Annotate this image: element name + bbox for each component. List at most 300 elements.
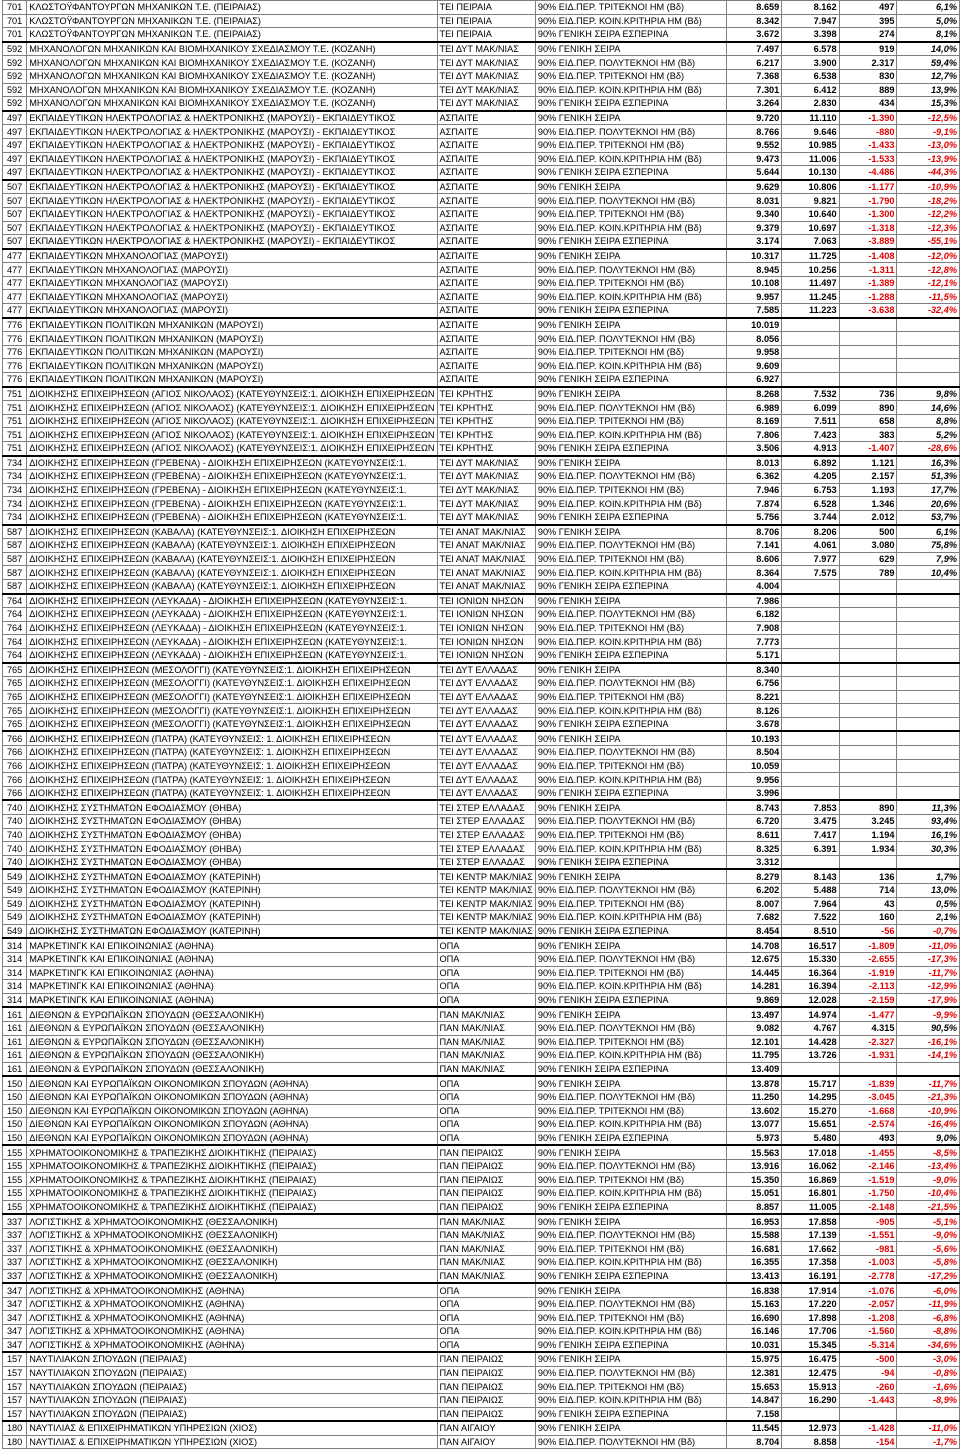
score-2015-cell: 3.996 [726, 786, 782, 800]
institution-cell: ΤΕΙ ΚΡΗΤΗΣ [437, 387, 535, 401]
difference-cell: -56 [839, 924, 897, 938]
score-2015-cell: 8.342 [726, 14, 782, 28]
percent-change-cell: 16,3% [897, 456, 960, 470]
percent-change-cell: 20,6% [897, 497, 960, 511]
table-row [3, 304, 960, 318]
score-2015-cell: 13.413 [726, 1269, 782, 1283]
dept-code-cell: 507 [3, 207, 27, 221]
score-2014-cell: 4.767 [782, 1021, 839, 1035]
score-2014-cell [782, 677, 839, 691]
category-cell: 90% ΕΙΔ.ΠΕΡ. ΠΟΛΥΤΕΚΝΟΙ ΗΜ (Βδ) [535, 125, 726, 139]
percent-change-cell: -13,4% [897, 1159, 960, 1173]
dept-code-cell: 477 [3, 263, 27, 277]
score-2014-cell: 17.358 [782, 1256, 839, 1270]
difference-cell [839, 579, 897, 593]
dept-name-cell: ΕΚΠΑΙΔΕΥΤΙΚΩΝ ΠΟΛΙΤΙΚΩΝ ΜΗΧΑΝΙΚΩΝ (ΜΑΡΟΥΣΙ) [27, 359, 437, 373]
percent-change-cell [897, 717, 960, 731]
percent-change-cell: -12,1% [897, 276, 960, 290]
difference-cell [839, 677, 897, 691]
institution-cell: ΠΑΝ ΠΕΙΡΑΙΩΣ [437, 1393, 535, 1407]
dept-name-cell: ΛΟΓΙΣΤΙΚΗΣ & ΧΡΗΜΑΤΟΟΙΚΟΝΟΜΙΚΗΣ (ΑΘΗΝΑ) [27, 1297, 437, 1311]
difference-cell: -1.750 [839, 1187, 897, 1201]
difference-cell: 2.317 [839, 56, 897, 70]
category-cell: 90% ΕΙΔ.ΠΕΡ. ΤΡΙΤΕΚΝΟΙ ΗΜ (Βδ) [535, 1380, 726, 1394]
institution-cell: ΤΕΙ ΚΡΗΤΗΣ [437, 428, 535, 442]
category-cell: 90% ΕΙΔ.ΠΕΡ. ΠΟΛΥΤΕΚΝΟΙ ΗΜ (Βδ) [535, 1090, 726, 1104]
difference-cell [839, 759, 897, 773]
dept-code-cell: 766 [3, 731, 27, 745]
table-row [3, 746, 960, 760]
category-cell: 90% ΓΕΝΙΚΗ ΣΕΙΡΑ [535, 594, 726, 608]
table-row [3, 442, 960, 456]
dept-name-cell: ΔΙΟΙΚΗΣΗΣ ΣΥΣΤΗΜΑΤΩΝ ΕΦΟΔΙΑΣΜΟΥ (ΘΗΒΑ) [27, 842, 437, 856]
table-row [3, 1283, 960, 1297]
difference-cell: 658 [839, 414, 897, 428]
dept-code-cell: 549 [3, 884, 27, 898]
percent-change-cell: -11,0% [897, 1421, 960, 1435]
table-row [3, 318, 960, 332]
difference-cell: 919 [839, 42, 897, 56]
dept-code-cell: 497 [3, 111, 27, 125]
institution-cell: ΑΣΠΑΙΤΕ [437, 304, 535, 318]
table-row [3, 621, 960, 635]
difference-cell: -1.177 [839, 180, 897, 194]
results-table [2, 0, 960, 1449]
category-cell: 90% ΕΙΔ.ΠΕΡ. ΠΟΛΥΤΕΚΝΟΙ ΗΜ (Βδ) [535, 1021, 726, 1035]
percent-change-cell: -44,3% [897, 166, 960, 180]
table-row [3, 1435, 960, 1449]
score-2014-cell: 10.130 [782, 166, 839, 180]
percent-change-cell: 13,9% [897, 83, 960, 97]
dept-code-cell: 347 [3, 1338, 27, 1352]
category-cell: 90% ΓΕΝΙΚΗ ΣΕΙΡΑ ΕΣΠΕΡΙΝΑ [535, 855, 726, 869]
dept-name-cell: ΔΙΕΘΝΩΝ ΚΑΙ ΕΥΡΩΠΑΪΚΩΝ ΟΙΚΟΝΟΜΙΚΩΝ ΣΠΟΥΔΩΝ (ΑΘΗΝΑ) [27, 1090, 437, 1104]
dept-code-cell: 337 [3, 1269, 27, 1283]
dept-name-cell: ΝΑΥΤΙΛΙΑΚΩΝ ΣΠΟΥΔΩΝ (ΠΕΙΡΑΙΑΣ) [27, 1352, 437, 1366]
institution-cell: ΟΠΑ [437, 1104, 535, 1118]
dept-name-cell: ΔΙΟΙΚΗΣΗΣ ΕΠΙΧΕΙΡΗΣΕΩΝ (ΓΡΕΒΕΝΑ) - ΔΙΟΙΚΗΣΗ ΕΠΙΧΕΙΡΗΣΕΩΝ (ΚΑΤΕΥΘΥΝΣΕΙΣ:1. [27, 497, 437, 511]
dept-code-cell: 734 [3, 510, 27, 524]
percent-change-cell: -34,6% [897, 1338, 960, 1352]
category-cell: 90% ΓΕΝΙΚΗ ΣΕΙΡΑ [535, 869, 726, 883]
institution-cell: ΤΕΙ ΣΤΕΡ ΕΛΛΑΔΑΣ [437, 842, 535, 856]
score-2014-cell: 16.364 [782, 966, 839, 980]
dept-name-cell: ΔΙΕΘΝΩΝ ΚΑΙ ΕΥΡΩΠΑΪΚΩΝ ΟΙΚΟΝΟΜΙΚΩΝ ΣΠΟΥΔΩΝ (ΑΘΗΝΑ) [27, 1118, 437, 1132]
score-2014-cell: 11.245 [782, 290, 839, 304]
score-2015-cell: 12.101 [726, 1035, 782, 1049]
percent-change-cell: -1,7% [897, 1435, 960, 1449]
difference-cell: -981 [839, 1242, 897, 1256]
dept-name-cell: ΜΗΧΑΝΟΛΟΓΩΝ ΜΗΧΑΝΙΚΩΝ ΚΑΙ ΒΙΟΜΗΧΑΝΙΚΟΥ ΣΧΕΔΙΑΣΜΟΥ Τ.Ε. (ΚΟΖΑΝΗ) [27, 42, 437, 56]
percent-change-cell: -17,3% [897, 952, 960, 966]
dept-name-cell: ΔΙΟΙΚΗΣΗΣ ΕΠΙΧΕΙΡΗΣΕΩΝ (ΚΑΒΑΛΑ) (ΚΑΤΕΥΘΥΝΣΕΙΣ:1. ΔΙΟΙΚΗΣΗ ΕΠΙΧΕΙΡΗΣΕΩΝ [27, 525, 437, 539]
difference-cell: -1.003 [839, 1256, 897, 1270]
dept-name-cell: ΕΚΠΑΙΔΕΥΤΙΚΩΝ ΗΛΕΚΤΡΟΛΟΓΙΑΣ & ΗΛΕΚΤΡΟΝΙΚΗΣ (ΜΑΡΟΥΣΙ) - ΕΚΠΑΙΔΕΥΤΙΚΟΣ [27, 111, 437, 125]
difference-cell: -1.533 [839, 152, 897, 166]
table-row [3, 786, 960, 800]
institution-cell: ΑΣΠΑΙΤΕ [437, 166, 535, 180]
institution-cell: ΟΠΑ [437, 938, 535, 952]
score-2014-cell [782, 759, 839, 773]
score-2014-cell: 11.110 [782, 111, 839, 125]
percent-change-cell: 11,3% [897, 800, 960, 814]
score-2014-cell: 15.345 [782, 1338, 839, 1352]
difference-cell: 4.315 [839, 1021, 897, 1035]
percent-change-cell: -1,6% [897, 1380, 960, 1394]
difference-cell: -1.790 [839, 194, 897, 208]
difference-cell: -5.314 [839, 1338, 897, 1352]
category-cell: 90% ΕΙΔ.ΠΕΡ. ΤΡΙΤΕΚΝΟΙ ΗΜ (Βδ) [535, 828, 726, 842]
score-2015-cell: 7.368 [726, 69, 782, 83]
table-row [3, 69, 960, 83]
percent-change-cell: -11,5% [897, 290, 960, 304]
institution-cell: ΤΕΙ ΠΕΙΡΑΙΑ [437, 28, 535, 42]
score-2014-cell: 8.143 [782, 869, 839, 883]
score-2015-cell: 5.644 [726, 166, 782, 180]
category-cell: 90% ΕΙΔ.ΠΕΡ. ΚΟΙΝ.ΚΡΙΤΗΡΙΑ ΗΜ (Βδ) [535, 842, 726, 856]
institution-cell: ΤΕΙ ΙΟΝΙΩΝ ΝΗΣΩΝ [437, 594, 535, 608]
percent-change-cell [897, 373, 960, 387]
score-2015-cell: 11.250 [726, 1090, 782, 1104]
category-cell: 90% ΕΙΔ.ΠΕΡ. ΚΟΙΝ.ΚΡΙΤΗΡΙΑ ΗΜ (Βδ) [535, 773, 726, 787]
dept-name-cell: ΜΗΧΑΝΟΛΟΓΩΝ ΜΗΧΑΝΙΚΩΝ ΚΑΙ ΒΙΟΜΗΧΑΝΙΚΟΥ ΣΧΕΔΙΑΣΜΟΥ Τ.Ε. (ΚΟΖΑΝΗ) [27, 69, 437, 83]
dept-name-cell: ΔΙΟΙΚΗΣΗΣ ΕΠΙΧΕΙΡΗΣΕΩΝ (ΚΑΒΑΛΑ) (ΚΑΤΕΥΘΥΝΣΕΙΣ:1. ΔΙΟΙΚΗΣΗ ΕΠΙΧΕΙΡΗΣΕΩΝ [27, 566, 437, 580]
dept-name-cell: ΝΑΥΤΙΛΙΑΚΩΝ ΣΠΟΥΔΩΝ (ΠΕΙΡΑΙΑΣ) [27, 1393, 437, 1407]
score-2015-cell: 6.182 [726, 608, 782, 622]
dept-code-cell: 549 [3, 924, 27, 938]
percent-change-cell [897, 359, 960, 373]
table-row [3, 539, 960, 553]
institution-cell: ΟΠΑ [437, 993, 535, 1007]
category-cell: 90% ΕΙΔ.ΠΕΡ. ΤΡΙΤΕΚΝΟΙ ΗΜ (Βδ) [535, 276, 726, 290]
dept-name-cell: ΔΙΟΙΚΗΣΗΣ ΕΠΙΧΕΙΡΗΣΕΩΝ (ΓΡΕΒΕΝΑ) - ΔΙΟΙΚΗΣΗ ΕΠΙΧΕΙΡΗΣΕΩΝ (ΚΑΤΕΥΘΥΝΣΕΙΣ:1. [27, 470, 437, 484]
table-row [3, 332, 960, 346]
percent-change-cell: 90,5% [897, 1021, 960, 1035]
table-row [3, 1200, 960, 1214]
category-cell: 90% ΓΕΝΙΚΗ ΣΕΙΡΑ [535, 318, 726, 332]
percent-change-cell [897, 1407, 960, 1421]
percent-change-cell [897, 579, 960, 593]
dept-name-cell: ΛΟΓΙΣΤΙΚΗΣ & ΧΡΗΜΑΤΟΟΙΚΟΝΟΜΙΚΗΣ (ΘΕΣΣΑΛΟΝΙΚΗ) [27, 1269, 437, 1283]
institution-cell: ΤΕΙ ΑΝΑΤ ΜΑΚ/ΝΙΑΣ [437, 579, 535, 593]
institution-cell: ΤΕΙ ΑΝΑΤ ΜΑΚ/ΝΙΑΣ [437, 525, 535, 539]
difference-cell: -2.778 [839, 1269, 897, 1283]
dept-name-cell: ΔΙΟΙΚΗΣΗΣ ΣΥΣΤΗΜΑΤΩΝ ΕΦΟΔΙΑΣΜΟΥ (ΘΗΒΑ) [27, 815, 437, 829]
difference-cell: 160 [839, 911, 897, 925]
institution-cell: ΤΕΙ ΚΕΝΤΡ ΜΑΚ/ΝΙΑΣ [437, 911, 535, 925]
dept-name-cell: ΕΚΠΑΙΔΕΥΤΙΚΩΝ ΜΗΧΑΝΟΛΟΓΙΑΣ (ΜΑΡΟΥΣΙ) [27, 263, 437, 277]
category-cell: 90% ΓΕΝΙΚΗ ΣΕΙΡΑ ΕΣΠΕΡΙΝΑ [535, 97, 726, 111]
institution-cell: ΠΑΝ ΑΙΓΑΙΟΥ [437, 1435, 535, 1449]
difference-cell: 890 [839, 401, 897, 415]
dept-code-cell: 507 [3, 194, 27, 208]
dept-name-cell: ΔΙΟΙΚΗΣΗΣ ΕΠΙΧΕΙΡΗΣΕΩΝ (ΜΕΣΟΛΟΓΓΙ) (ΚΑΤΕΥΘΥΝΣΕΙΣ:1. ΔΙΟΙΚΗΣΗ ΕΠΙΧΕΙΡΗΣΕΩΝ [27, 690, 437, 704]
score-2014-cell: 7.511 [782, 414, 839, 428]
institution-cell: ΤΕΙ ΠΕΙΡΑΙΑ [437, 14, 535, 28]
percent-change-cell: -10,9% [897, 180, 960, 194]
dept-name-cell: ΕΚΠΑΙΔΕΥΤΙΚΩΝ ΗΛΕΚΤΡΟΛΟΓΙΑΣ & ΗΛΕΚΤΡΟΝΙΚΗΣ (ΜΑΡΟΥΣΙ) - ΕΚΠΑΙΔΕΥΤΙΚΟΣ [27, 125, 437, 139]
percent-change-cell: -21,5% [897, 1200, 960, 1214]
table-row [3, 884, 960, 898]
score-2015-cell: 14.281 [726, 980, 782, 994]
dept-code-cell: 150 [3, 1076, 27, 1090]
category-cell: 90% ΓΕΝΙΚΗ ΣΕΙΡΑ [535, 1214, 726, 1228]
dept-code-cell: 765 [3, 690, 27, 704]
dept-code-cell: 765 [3, 663, 27, 677]
difference-cell: -1.809 [839, 938, 897, 952]
table-row [3, 1421, 960, 1435]
score-2015-cell: 10.059 [726, 759, 782, 773]
percent-change-cell: 8,8% [897, 414, 960, 428]
category-cell: 90% ΕΙΔ.ΠΕΡ. ΤΡΙΤΕΚΝΟΙ ΗΜ (Βδ) [535, 1311, 726, 1325]
institution-cell: ΠΑΝ ΠΕΙΡΑΙΩΣ [437, 1187, 535, 1201]
score-2015-cell: 3.678 [726, 717, 782, 731]
score-2014-cell: 6.528 [782, 497, 839, 511]
institution-cell: ΑΣΠΑΙΤΕ [437, 263, 535, 277]
score-2015-cell: 8.221 [726, 690, 782, 704]
dept-code-cell: 477 [3, 304, 27, 318]
dept-code-cell: 587 [3, 552, 27, 566]
score-2015-cell: 13.409 [726, 1062, 782, 1076]
difference-cell [839, 318, 897, 332]
dept-name-cell: ΕΚΠΑΙΔΕΥΤΙΚΩΝ ΗΛΕΚΤΡΟΛΟΓΙΑΣ & ΗΛΕΚΤΡΟΝΙΚΗΣ (ΜΑΡΟΥΣΙ) - ΕΚΠΑΙΔΕΥΤΙΚΟΣ [27, 194, 437, 208]
category-cell: 90% ΓΕΝΙΚΗ ΣΕΙΡΑ [535, 42, 726, 56]
score-2015-cell: 16.838 [726, 1283, 782, 1297]
dept-name-cell: ΔΙΟΙΚΗΣΗΣ ΕΠΙΧΕΙΡΗΣΕΩΝ (ΜΕΣΟΛΟΓΓΙ) (ΚΑΤΕΥΘΥΝΣΕΙΣ:1. ΔΙΟΙΚΗΣΗ ΕΠΙΧΕΙΡΗΣΕΩΝ [27, 704, 437, 718]
dept-name-cell: ΝΑΥΤΙΛΙΑΣ & ΕΠΙΧΕΙΡΗΜΑΤΙΚΩΝ ΥΠΗΡΕΣΙΩΝ (ΧΙΟΣ) [27, 1421, 437, 1435]
difference-cell [839, 663, 897, 677]
score-2015-cell: 4.004 [726, 579, 782, 593]
category-cell: 90% ΕΙΔ.ΠΕΡ. ΤΡΙΤΕΚΝΟΙ ΗΜ (Βδ) [535, 897, 726, 911]
category-cell: 90% ΓΕΝΙΚΗ ΣΕΙΡΑ [535, 456, 726, 470]
dept-name-cell: ΔΙΟΙΚΗΣΗΣ ΕΠΙΧΕΙΡΗΣΕΩΝ (ΑΓΙΟΣ ΝΙΚΟΛΑΟΣ) (ΚΑΤΕΥΘΥΝΣΕΙΣ:1. ΔΙΟΙΚΗΣΗ ΕΠΙΧΕΙΡΗΣΕΩΝ [27, 428, 437, 442]
dept-code-cell: 765 [3, 677, 27, 691]
difference-cell [839, 373, 897, 387]
dept-name-cell: ΕΚΠΑΙΔΕΥΤΙΚΩΝ ΜΗΧΑΝΟΛΟΓΙΑΣ (ΜΑΡΟΥΣΙ) [27, 290, 437, 304]
percent-change-cell: -9,0% [897, 1173, 960, 1187]
dept-code-cell: 766 [3, 746, 27, 760]
score-2015-cell: 9.958 [726, 345, 782, 359]
dept-name-cell: ΝΑΥΤΙΛΙΑΣ & ΕΠΙΧΕΙΡΗΜΑΤΙΚΩΝ ΥΠΗΡΕΣΙΩΝ (ΧΙΟΣ) [27, 1435, 437, 1449]
score-2014-cell: 17.139 [782, 1228, 839, 1242]
table-row [3, 1297, 960, 1311]
score-2014-cell [782, 717, 839, 731]
dept-name-cell: ΜΑΡΚΕΤΙΝΓΚ ΚΑΙ ΕΠΙΚΟΙΝΩΝΙΑΣ (ΑΘΗΝΑ) [27, 966, 437, 980]
score-2015-cell: 9.379 [726, 221, 782, 235]
institution-cell: ΑΣΠΑΙΤΕ [437, 207, 535, 221]
score-2014-cell: 16.062 [782, 1159, 839, 1173]
institution-cell: ΤΕΙ ΔΥΤ ΜΑΚ/ΝΙΑΣ [437, 42, 535, 56]
category-cell: 90% ΓΕΝΙΚΗ ΣΕΙΡΑ [535, 1352, 726, 1366]
category-cell: 90% ΓΕΝΙΚΗ ΣΕΙΡΑ ΕΣΠΕΡΙΝΑ [535, 1131, 726, 1145]
category-cell: 90% ΕΙΔ.ΠΕΡ. ΚΟΙΝ.ΚΡΙΤΗΡΙΑ ΗΜ (Βδ) [535, 83, 726, 97]
dept-name-cell: ΚΛΩΣΤΟΫΦΑΝΤΟΥΡΓΩΝ ΜΗΧΑΝΙΚΩΝ Τ.Ε. (ΠΕΙΡΑΙΑΣ) [27, 1, 437, 15]
score-2014-cell: 17.914 [782, 1283, 839, 1297]
score-2014-cell [782, 746, 839, 760]
percent-change-cell: 9,8% [897, 387, 960, 401]
score-2014-cell: 5.480 [782, 1131, 839, 1145]
table-row [3, 815, 960, 829]
dept-code-cell: 765 [3, 717, 27, 731]
percent-change-cell: -12,8% [897, 263, 960, 277]
score-2014-cell: 15.651 [782, 1118, 839, 1132]
table-row [3, 359, 960, 373]
score-2014-cell: 7.947 [782, 14, 839, 28]
category-cell: 90% ΕΙΔ.ΠΕΡ. ΚΟΙΝ.ΚΡΙΤΗΡΙΑ ΗΜ (Βδ) [535, 359, 726, 373]
category-cell: 90% ΕΙΔ.ΠΕΡ. ΠΟΛΥΤΕΚΝΟΙ ΗΜ (Βδ) [535, 677, 726, 691]
institution-cell: ΑΣΠΑΙΤΕ [437, 345, 535, 359]
percent-change-cell: -5,6% [897, 1242, 960, 1256]
difference-cell: 274 [839, 28, 897, 42]
category-cell: 90% ΕΙΔ.ΠΕΡ. ΚΟΙΝ.ΚΡΙΤΗΡΙΑ ΗΜ (Βδ) [535, 1325, 726, 1339]
dept-name-cell: ΕΚΠΑΙΔΕΥΤΙΚΩΝ ΗΛΕΚΤΡΟΛΟΓΙΑΣ & ΗΛΕΚΤΡΟΝΙΚΗΣ (ΜΑΡΟΥΣΙ) - ΕΚΠΑΙΔΕΥΤΙΚΟΣ [27, 221, 437, 235]
category-cell: 90% ΕΙΔ.ΠΕΡ. ΤΡΙΤΕΚΝΟΙ ΗΜ (Βδ) [535, 690, 726, 704]
dept-code-cell: 337 [3, 1242, 27, 1256]
dept-code-cell: 155 [3, 1145, 27, 1159]
table-row [3, 663, 960, 677]
table-row [3, 180, 960, 194]
dept-code-cell: 701 [3, 28, 27, 42]
institution-cell: ΤΕΙ ΣΤΕΡ ΕΛΛΑΔΑΣ [437, 828, 535, 842]
dept-code-cell: 701 [3, 14, 27, 28]
score-2014-cell: 3.475 [782, 815, 839, 829]
score-2015-cell: 9.340 [726, 207, 782, 221]
difference-cell: -260 [839, 1380, 897, 1394]
score-2014-cell: 11.725 [782, 249, 839, 263]
category-cell: 90% ΓΕΝΙΚΗ ΣΕΙΡΑ [535, 180, 726, 194]
dept-name-cell: ΔΙΟΙΚΗΣΗΣ ΣΥΣΤΗΜΑΤΩΝ ΕΦΟΔΙΑΣΜΟΥ (ΚΑΤΕΡΙΝΗ) [27, 911, 437, 925]
category-cell: 90% ΕΙΔ.ΠΕΡ. ΤΡΙΤΕΚΝΟΙ ΗΜ (Βδ) [535, 966, 726, 980]
table-row [3, 497, 960, 511]
difference-cell: -1.560 [839, 1325, 897, 1339]
institution-cell: ΤΕΙ ΔΥΤ ΕΛΛΑΔΑΣ [437, 786, 535, 800]
dept-name-cell: ΜΑΡΚΕΤΙΝΓΚ ΚΑΙ ΕΠΙΚΟΙΝΩΝΙΑΣ (ΑΘΗΝΑ) [27, 938, 437, 952]
score-2014-cell: 12.028 [782, 993, 839, 1007]
score-2015-cell: 9.957 [726, 290, 782, 304]
table-row [3, 401, 960, 415]
dept-code-cell: 592 [3, 97, 27, 111]
percent-change-cell: 53,7% [897, 510, 960, 524]
dept-name-cell: ΝΑΥΤΙΛΙΑΚΩΝ ΣΠΟΥΔΩΝ (ΠΕΙΡΑΙΑΣ) [27, 1380, 437, 1394]
score-2014-cell: 14.295 [782, 1090, 839, 1104]
table-row [3, 773, 960, 787]
score-2014-cell: 10.697 [782, 221, 839, 235]
institution-cell: ΑΣΠΑΙΤΕ [437, 359, 535, 373]
institution-cell: ΤΕΙ ΔΥΤ ΕΛΛΑΔΑΣ [437, 677, 535, 691]
score-2014-cell [782, 318, 839, 332]
score-2014-cell [782, 621, 839, 635]
category-cell: 90% ΕΙΔ.ΠΕΡ. ΚΟΙΝ.ΚΡΙΤΗΡΙΑ ΗΜ (Βδ) [535, 704, 726, 718]
table-row [3, 1256, 960, 1270]
score-2015-cell: 7.682 [726, 911, 782, 925]
score-2015-cell: 5.756 [726, 510, 782, 524]
dept-name-cell: ΕΚΠΑΙΔΕΥΤΙΚΩΝ ΠΟΛΙΤΙΚΩΝ ΜΗΧΑΝΙΚΩΝ (ΜΑΡΟΥΣΙ) [27, 332, 437, 346]
percent-change-cell [897, 621, 960, 635]
difference-cell: -1.208 [839, 1311, 897, 1325]
difference-cell: -1.076 [839, 1283, 897, 1297]
table-row [3, 1393, 960, 1407]
percent-change-cell: -12,5% [897, 111, 960, 125]
score-2015-cell: 13.916 [726, 1159, 782, 1173]
dept-code-cell: 314 [3, 980, 27, 994]
institution-cell: ΤΕΙ ΔΥΤ ΜΑΚ/ΝΙΑΣ [437, 56, 535, 70]
score-2014-cell: 3.900 [782, 56, 839, 70]
score-2014-cell [782, 635, 839, 649]
institution-cell: ΑΣΠΑΙΤΕ [437, 318, 535, 332]
dept-name-cell: ΔΙΟΙΚΗΣΗΣ ΕΠΙΧΕΙΡΗΣΕΩΝ (ΑΓΙΟΣ ΝΙΚΟΛΑΟΣ) (ΚΑΤΕΥΘΥΝΣΕΙΣ:1. ΔΙΟΙΚΗΣΗ ΕΠΙΧΕΙΡΗΣΕΩΝ [27, 442, 437, 456]
dept-name-cell: ΧΡΗΜΑΤΟΟΙΚΟΝΟΜΙΚΗΣ & ΤΡΑΠΕΖΙΚΗΣ ΔΙΟΙΚΗΤΙΚΗΣ (ΠΕΙΡΑΙΑΣ) [27, 1173, 437, 1187]
percent-change-cell: -18,2% [897, 194, 960, 208]
category-cell: 90% ΕΙΔ.ΠΕΡ. ΠΟΛΥΤΕΚΝΟΙ ΗΜ (Βδ) [535, 815, 726, 829]
score-2015-cell: 7.874 [726, 497, 782, 511]
score-2014-cell: 4.913 [782, 442, 839, 456]
dept-code-cell: 764 [3, 608, 27, 622]
dept-code-cell: 592 [3, 42, 27, 56]
table-row [3, 635, 960, 649]
score-2015-cell: 8.743 [726, 800, 782, 814]
score-2015-cell: 7.497 [726, 42, 782, 56]
institution-cell: ΤΕΙ ΔΥΤ ΕΛΛΑΔΑΣ [437, 773, 535, 787]
score-2014-cell: 7.522 [782, 911, 839, 925]
score-2014-cell [782, 773, 839, 787]
dept-name-cell: ΔΙΕΘΝΩΝ & ΕΥΡΩΠΑΪΚΩΝ ΣΠΟΥΔΩΝ (ΘΕΣΣΑΛΟΝΙΚΗ) [27, 1035, 437, 1049]
table-row [3, 1007, 960, 1021]
category-cell: 90% ΕΙΔ.ΠΕΡ. ΤΡΙΤΕΚΝΟΙ ΗΜ (Βδ) [535, 345, 726, 359]
difference-cell: -2.146 [839, 1159, 897, 1173]
score-2014-cell: 12.973 [782, 1421, 839, 1435]
percent-change-cell: 51,3% [897, 470, 960, 484]
table-row [3, 1325, 960, 1339]
dept-name-cell: ΛΟΓΙΣΤΙΚΗΣ & ΧΡΗΜΑΤΟΟΙΚΟΝΟΜΙΚΗΣ (ΘΕΣΣΑΛΟΝΙΚΗ) [27, 1256, 437, 1270]
difference-cell: -2.574 [839, 1118, 897, 1132]
score-2014-cell [782, 704, 839, 718]
dept-code-cell: 347 [3, 1325, 27, 1339]
table-row [3, 152, 960, 166]
dept-name-cell: ΔΙΟΙΚΗΣΗΣ ΕΠΙΧΕΙΡΗΣΕΩΝ (ΜΕΣΟΛΟΓΓΙ) (ΚΑΤΕΥΘΥΝΣΕΙΣ:1. ΔΙΟΙΚΗΣΗ ΕΠΙΧΕΙΡΗΣΕΩΝ [27, 717, 437, 731]
dept-name-cell: ΔΙΟΙΚΗΣΗΣ ΕΠΙΧΕΙΡΗΣΕΩΝ (ΠΑΤΡΑ) (ΚΑΤΕΥΘΥΝΣΕΙΣ: 1. ΔΙΟΙΚΗΣΗ ΕΠΙΧΕΙΡΗΣΕΩΝ [27, 759, 437, 773]
dept-code-cell: 740 [3, 842, 27, 856]
dept-code-cell: 314 [3, 993, 27, 1007]
dept-name-cell: ΔΙΟΙΚΗΣΗΣ ΕΠΙΧΕΙΡΗΣΕΩΝ (ΛΕΥΚΑΔΑ) - ΔΙΟΙΚΗΣΗ ΕΠΙΧΕΙΡΗΣΕΩΝ (ΚΑΤΕΥΘΥΝΣΕΙΣ:1. [27, 648, 437, 662]
score-2015-cell: 9.629 [726, 180, 782, 194]
table-row [3, 42, 960, 56]
dept-name-cell: ΛΟΓΙΣΤΙΚΗΣ & ΧΡΗΜΑΤΟΟΙΚΟΝΟΜΙΚΗΣ (ΑΘΗΝΑ) [27, 1338, 437, 1352]
table-row [3, 980, 960, 994]
institution-cell: ΤΕΙ ΙΟΝΙΩΝ ΝΗΣΩΝ [437, 635, 535, 649]
percent-change-cell: 10,4% [897, 566, 960, 580]
score-2015-cell: 6.217 [726, 56, 782, 70]
dept-code-cell: 776 [3, 318, 27, 332]
score-2014-cell: 17.220 [782, 1297, 839, 1311]
table-row [3, 28, 960, 42]
score-2014-cell: 6.099 [782, 401, 839, 415]
percent-change-cell: -12,9% [897, 980, 960, 994]
dept-name-cell: ΔΙΟΙΚΗΣΗΣ ΕΠΙΧΕΙΡΗΣΕΩΝ (ΑΓΙΟΣ ΝΙΚΟΛΑΟΣ) (ΚΑΤΕΥΘΥΝΣΕΙΣ:1. ΔΙΟΙΚΗΣΗ ΕΠΙΧΕΙΡΗΣΕΩΝ [27, 387, 437, 401]
difference-cell: -2.057 [839, 1297, 897, 1311]
difference-cell: -3.889 [839, 235, 897, 249]
table-row [3, 387, 960, 401]
score-2015-cell: 15.563 [726, 1145, 782, 1159]
percent-change-cell: 93,4% [897, 815, 960, 829]
score-2014-cell [782, 1407, 839, 1421]
category-cell: 90% ΓΕΝΙΚΗ ΣΕΙΡΑ ΕΣΠΕΡΙΝΑ [535, 1338, 726, 1352]
difference-cell [839, 704, 897, 718]
dept-name-cell: ΔΙΕΘΝΩΝ ΚΑΙ ΕΥΡΩΠΑΪΚΩΝ ΟΙΚΟΝΟΜΙΚΩΝ ΣΠΟΥΔΩΝ (ΑΘΗΝΑ) [27, 1104, 437, 1118]
table-row [3, 869, 960, 883]
category-cell: 90% ΕΙΔ.ΠΕΡ. ΠΟΛΥΤΕΚΝΟΙ ΗΜ (Βδ) [535, 470, 726, 484]
percent-change-cell: 5,2% [897, 428, 960, 442]
dept-code-cell: 161 [3, 1035, 27, 1049]
